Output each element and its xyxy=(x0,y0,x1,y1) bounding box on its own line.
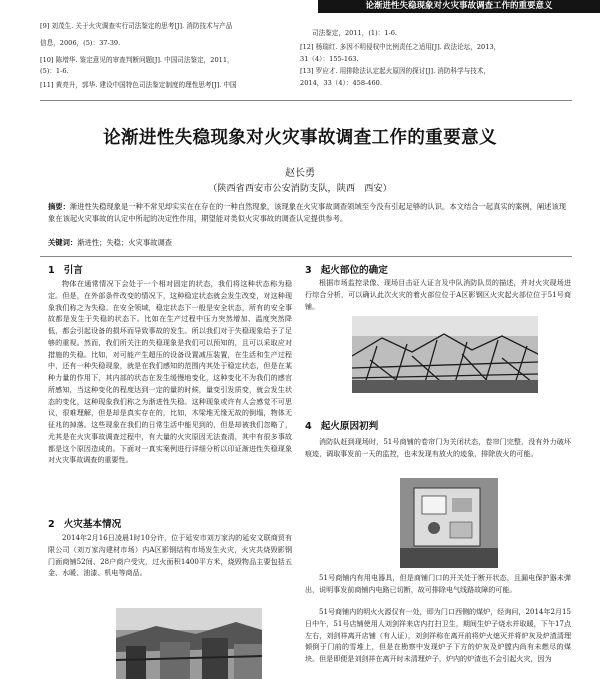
fire-situation-paragraph: 2014年2月16日凌晨1时10分许，位于延安市刘万家沟的延安文联商贸有限公司（刘万家沟建材市场）内A区影钢结构市场发生火灾，火灾共烧毁影钢门面商铺52间、28户商户受灾，过火面积1400平方米，烧毁物品主要包括五金、水暖、油漆、机电等商品。 xyxy=(48,533,292,578)
section-title: 引言 xyxy=(63,265,83,276)
fire-scene-photo xyxy=(116,608,262,679)
section-heading-1 xyxy=(48,262,83,276)
cause-paragraph: 消防队赶到现场时，51号商铺的卷帘门为关闭状态，卷帘门完整，没有外力破坏痕迹，调取事发前一天的监控，也未发现有放火的迹象，排除放火的可能。 xyxy=(305,437,571,458)
section-heading-2 xyxy=(48,516,121,530)
stove-paragraph: 51号商铺内的明火火源仅有一处，即为门口西侧的煤炉，经询问，2014年2月15日中午，51号店铺使用人刘剑祥来店内打扫卫生，期间生炉子烧水并取暖，下午17点左右，刘剑祥离开店铺（有人证），刘剑祥称在离开前将炉火熄灭并将炉灰及炉渣清理倾倒于门前的雪堆上，但是在勘察中发现炉子下方的炉灰及炉膛内尚有未燃尽的煤块。但是即便是刘剑祥在离开时未清理炉子，炉内的炉渣也不会引起火灾，因为 xyxy=(305,607,571,663)
reference-line: [10] 陈增华. 鉴定意见的审查判断问题[J]. 中国司法鉴定，2011， xyxy=(40,56,234,64)
reference-line: [11] 黄亮升，郭华. 建设中国特色司法鉴定制度的理性思考[J]. 中国 xyxy=(40,81,237,89)
section-number: 1 xyxy=(48,265,55,276)
reference-line: [12] 杨瑞红. 多因不明侵权中比例责任之适用[J]. 政法论坛，2013， xyxy=(300,43,501,51)
reference-line: (5)：1-6. xyxy=(40,67,69,75)
keywords-label: 关键词： xyxy=(48,238,78,247)
section-number: 3 xyxy=(305,265,312,276)
meter-paragraph: 51号商铺内有用电器具，但是商铺门口的开关处于断开状态，且漏电保护器未弹出，说明事发前商铺内电路已切断，故可排除电气线路故障的可能。 xyxy=(305,573,571,594)
author-affiliation: （陕西省西安市公安消防支队，陕西 西安） xyxy=(208,183,392,194)
reference-line: [9] 刘茂生. 关于火灾调查实行司法鉴定的思考[J]. 消防技术与产品 xyxy=(40,22,233,30)
section-number: 4 xyxy=(305,421,312,432)
meter-box-photo xyxy=(400,478,498,568)
keywords xyxy=(48,238,568,248)
keywords-text: 渐进性；失稳；火灾事故调查 xyxy=(77,238,173,247)
abstract-text: 渐进性失稳现象是一种不常见却实实在在存在的一种自然现象，该现象在火灾事故调查领域至今没有引起足够的认识。本文结合一起真实的案例，阐述该现象在该起火灾事故的认定中所起的决定性作用，期望能对类似火灾事故的调查认定提供参考。 xyxy=(48,202,567,223)
section-heading-3 xyxy=(305,262,388,276)
reference-line: [13] 罗应才. 用排除法认定起火原因的探讨[J]. 消防科学与技术， xyxy=(300,67,491,75)
reference-line: 信息，2006，(5)：37-39. xyxy=(40,39,121,47)
burned-structure-photo xyxy=(352,316,538,393)
reference-line: 31（4）：155-163. xyxy=(300,55,359,63)
abstract-label: 摘要： xyxy=(48,202,70,211)
section-divider xyxy=(40,256,572,257)
section-title: 起火原因初判 xyxy=(320,421,379,432)
article-title: 论渐进性失稳现象对火灾事故调查工作的重要意义 xyxy=(103,128,497,148)
section-divider xyxy=(40,100,572,101)
author-name: 赵长勇 xyxy=(285,168,315,179)
section-title: 火灾基本情况 xyxy=(63,519,122,530)
reference-line: 司法鉴定，2011，(1)：1-6. xyxy=(312,29,397,37)
abstract xyxy=(48,201,568,224)
section-title: 起火部位的确定 xyxy=(320,265,388,276)
section-number: 2 xyxy=(48,519,55,530)
running-header: 论渐进性失稳现象对火灾事故调查工作的重要意义 xyxy=(318,0,600,13)
reference-line: 2014，33（4）：458-460. xyxy=(300,79,382,87)
intro-paragraph: 物体在通常情况下会处于一个相对固定的状态，我们将这种状态称为稳定。但是，在外部条件改变的情况下，这种稳定状态就会发生改变，对这种现象我们称之为失稳。在安全领域，稳定状态下一般是安全状态，所有的安全事故都是发生于失稳的状态下。比如在生产过程中压力突然增加、温度突然降低，都会引起设备的损坏而导致事故的发生。所以我们对于失稳现象给予了足够的重视。然而，我们所关注的失稳现象是我们可以预知的，且可以采取应对措施的失稳。比如，对可能产生超压的设备设置减压装置，在生活和生产过程中，还有一种失稳现象，就是在我们感知的范围内其处于稳定状态，但是在某种力量的作用下，其内部的状态在发生缓慢地变化，这种变化不为我们的感官所感知，当这种变化的程度达到一定的量的时候，量变引发质变，就会发生状态的变化，这种现象我们称之为渐进性失稳。这种现象或许有人会感觉不可思议，很难理解，但是却是真实存在的，比如，木梁堆无缘无故的倒塌，物体无征兆的掉落。这些现象在我们的日常生活中能见到的，但是却被我们忽略了，尤其是在火灾事故调查过程中，有大量的火灾原因无法查清，其中有很多事故都是这个原因造成的。下面对一真实案例进行详细分析以印证渐进性失稳现象对火灾事故调查的重要性。 xyxy=(48,279,292,465)
section-heading-4 xyxy=(305,418,378,432)
fire-origin-paragraph: 根据市场监控录像、现场目击证人证言及中队消防队员的描述，并对火灾现场进行综合分析，可以确认此次火灾的着火部位位于A区影钢区火灾起火部位位于51号商铺。 xyxy=(305,278,571,311)
